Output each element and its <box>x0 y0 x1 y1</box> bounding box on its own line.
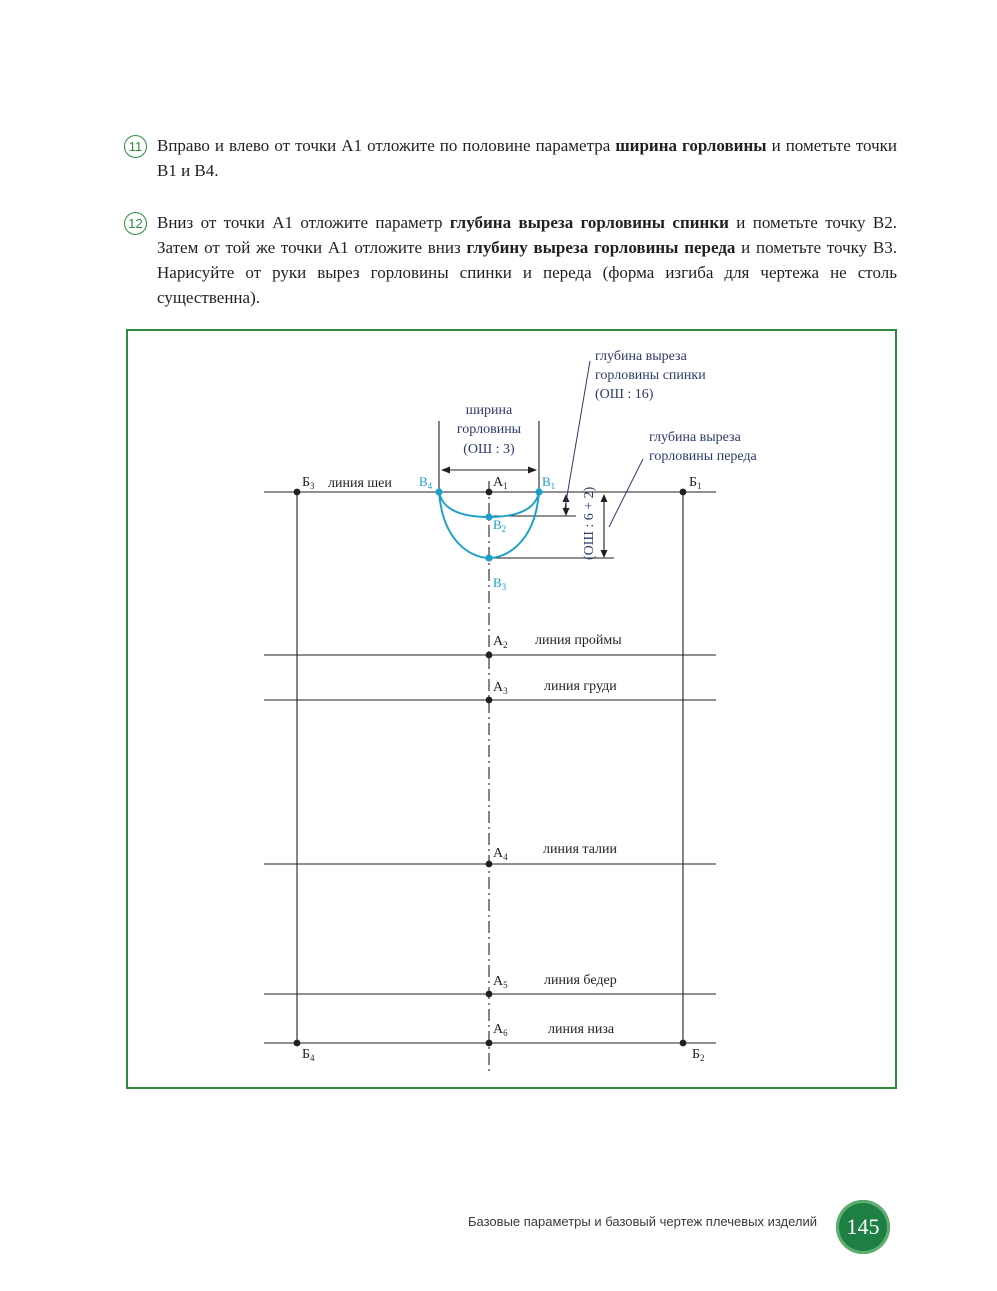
step-number-12: 12 <box>124 212 147 235</box>
point-a3 <box>486 697 493 704</box>
point-a6 <box>486 1040 493 1047</box>
label-a4: $А_4$ <box>493 846 508 862</box>
svg-text:горловины спинки: горловины спинки <box>595 368 706 383</box>
label-v1: $В_1$ <box>542 474 556 491</box>
point-b4 <box>294 1040 301 1047</box>
point-v2 <box>485 513 492 520</box>
svg-text:(ОШ : 3): (ОШ : 3) <box>463 442 515 457</box>
page-number-badge <box>836 1200 890 1254</box>
label-v4: $В_4$ <box>419 474 433 491</box>
neck-width-annotation <box>457 403 522 457</box>
step-11-term-neck-width: ширина горловины <box>615 136 767 155</box>
svg-text:глубина выреза: глубина выреза <box>649 430 741 445</box>
label-chest-line: линия груди <box>544 679 617 694</box>
page-number: 145 <box>846 1214 880 1239</box>
label-b1: $Б_1$ <box>689 475 702 491</box>
point-b1 <box>680 489 687 496</box>
step-12-term-back-depth: глубина выреза горловины спинки <box>449 213 729 232</box>
step-11 <box>128 133 897 183</box>
step-12-text-3: и пометьте точку В3. Нарисуйте от руки вырез горловины спинки и переда (форма изгиба для чертежа не столь существенна). <box>157 238 898 307</box>
front-depth-leader <box>609 459 643 527</box>
label-a6: $А_6$ <box>493 1022 508 1038</box>
point-v1 <box>535 488 542 495</box>
label-hip-line: линия бедер <box>544 973 617 988</box>
label-a2: $А_2$ <box>493 634 508 650</box>
step-12-text-1: Вниз от точки А1 отложите параметр <box>157 213 450 232</box>
svg-text:ширина: ширина <box>465 403 513 418</box>
step-11-text-1: Вправо и влево от точки А1 отложите по половине параметра <box>157 136 616 155</box>
step-number-11: 11 <box>124 135 147 158</box>
point-a1 <box>486 489 493 496</box>
point-a5 <box>486 991 493 998</box>
point-b2 <box>680 1040 687 1047</box>
label-neck-line: линия шеи <box>328 476 392 491</box>
running-footer: Базовые параметры и базовый чертеж плечевых изделий <box>468 1214 817 1229</box>
label-armhole-line: линия проймы <box>535 633 622 648</box>
point-a4 <box>486 861 493 868</box>
front-depth-formula: (ОШ : 6 + 2) <box>582 486 597 560</box>
label-b4: $Б_4$ <box>302 1047 315 1063</box>
back-depth-annotation <box>595 349 706 402</box>
svg-text:(ОШ : 16): (ОШ : 16) <box>595 387 654 402</box>
label-hem-line: линия низа <box>548 1022 615 1037</box>
svg-text:глубина выреза: глубина выреза <box>595 349 687 364</box>
pattern-diagram <box>128 331 895 1087</box>
step-12-term-front-depth: глубину выреза горловины переда <box>466 238 736 257</box>
step-12 <box>128 210 898 310</box>
label-b2: $Б_2$ <box>692 1047 705 1063</box>
back-depth-leader <box>565 361 590 508</box>
label-v2: $В_2$ <box>493 517 507 534</box>
step-12-text-2: и пометьте точку В2. Затем от той же точки А1 отложите вниз <box>157 213 897 257</box>
point-v4 <box>435 488 442 495</box>
label-a3: $А_3$ <box>493 680 508 696</box>
point-b3 <box>294 489 301 496</box>
pattern-diagram-frame <box>126 329 897 1089</box>
label-b3: $Б_3$ <box>302 475 315 491</box>
point-a2 <box>486 652 493 659</box>
step-11-text-2: и пометьте точки В1 и В4. <box>157 136 897 180</box>
svg-text:горловины переда: горловины переда <box>649 449 757 464</box>
point-v3 <box>485 554 492 561</box>
label-waist-line: линия талии <box>543 842 617 857</box>
front-depth-annotation <box>649 430 758 464</box>
label-a1: $А_1$ <box>493 475 508 491</box>
label-v3: $В_3$ <box>493 575 507 592</box>
label-a5: $А_5$ <box>493 974 508 990</box>
svg-text:горловины: горловины <box>456 422 522 437</box>
